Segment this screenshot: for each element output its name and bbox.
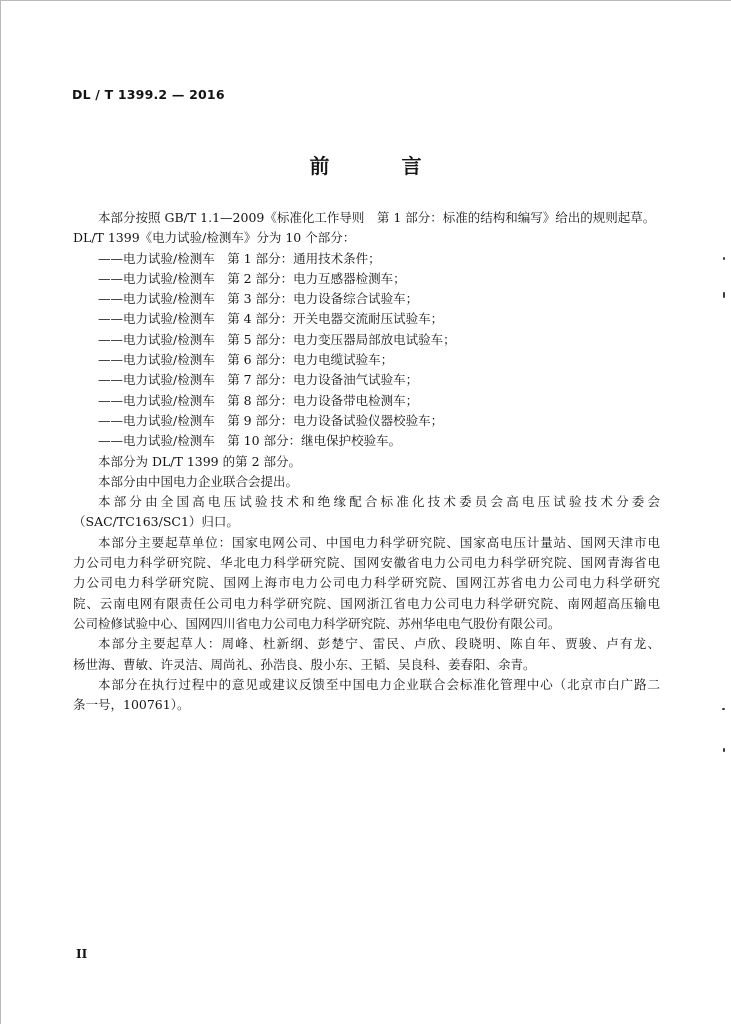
centralized-paragraph-line: （SAC/TC163/SC1）归口。 xyxy=(73,514,239,530)
feedback-line: 条一号，100761）。 xyxy=(73,697,190,713)
drafters-line: 本部分主要起草人：周峰、杜新纲、彭楚宁、雷民、卢欣、段晓明、陈自年、贾骏、卢有龙、 xyxy=(98,636,660,652)
scan-speck xyxy=(723,748,725,752)
intro-paragraph: 本部分按照 GB/T 1.1—2009《标准化工作导则 第 1 部分：标准的结构和编写》给出的规则起草。 xyxy=(98,210,656,225)
centralized-paragraph-line: 本部分由全国高电压试验技术和绝缘配合标准化技术委员会高电压试验技术分委会 xyxy=(98,494,660,510)
foreword-body xyxy=(73,208,660,715)
list-item: ——电力试验/检测车 第 9 部分：电力设备试验仪器校验车； xyxy=(98,412,444,428)
drafters-line: 杨世海、曹敏、许灵洁、周尚礼、孙浩良、殷小东、王韬、吴良科、姜春阳、余青。 xyxy=(73,656,536,672)
list-item: ——电力试验/检测车 第 7 部分：电力设备油气试验车； xyxy=(98,372,419,388)
list-item: ——电力试验/检测车 第 5 部分：电力变压器局部放电试验车； xyxy=(98,331,456,347)
part-of-paragraph: 本部分为 DL/T 1399 的第 2 部分。 xyxy=(98,453,302,469)
page-border-top xyxy=(0,0,731,1)
list-item: ——电力试验/检测车 第 6 部分：电力电缆试验车； xyxy=(98,352,394,368)
drafting-units-line: 力公司电力科学研究院、国网上海市电力公司电力科学研究院、国网江苏省电力公司电力科学研究 xyxy=(73,575,660,591)
page-number: II xyxy=(76,947,88,961)
document-code: DL / T 1399.2 — 2016 xyxy=(72,87,225,102)
list-item: ——电力试验/检测车 第 2 部分：电力互感器检测车； xyxy=(98,270,406,286)
list-item: ——电力试验/检测车 第 1 部分：通用技术条件； xyxy=(98,250,381,266)
list-item: ——电力试验/检测车 第 3 部分：电力设备综合试验车； xyxy=(98,291,419,307)
drafting-units-line: 力公司电力科学研究院、华北电力科学研究院、国网安徽省电力公司电力科学研究院、国网青海省电 xyxy=(73,555,660,571)
feedback-line: 本部分在执行过程中的意见或建议反馈至中国电力企业联合会标准化管理中心（北京市白广路二 xyxy=(98,676,660,692)
list-item: ——电力试验/检测车 第 10 部分：继电保护校验车。 xyxy=(98,433,402,449)
list-item: ——电力试验/检测车 第 4 部分：开关电器交流耐压试验车； xyxy=(98,311,444,327)
series-intro-paragraph: DL/T 1399《电力试验/检测车》分为 10 个部分： xyxy=(73,230,356,246)
drafting-units-line: 本部分主要起草单位：国家电网公司、中国电力科学研究院、国家高电压计量站、国网天津市电 xyxy=(98,534,660,550)
scan-speck xyxy=(723,292,725,298)
page-title: 前 言 xyxy=(309,154,448,178)
list-item: ——电力试验/检测车 第 8 部分：电力设备带电检测车； xyxy=(98,392,419,408)
parts-list xyxy=(73,249,660,452)
scan-speck xyxy=(723,257,725,260)
scan-speck xyxy=(722,708,725,710)
drafting-units-line: 公司检修试验中心、国网四川省电力公司电力科学研究院、苏州华电电气股份有限公司。 xyxy=(73,615,561,631)
drafting-units-line: 院、云南电网有限责任公司电力科学研究院、国网浙江省电力公司电力科学研究院、南网超高压输电 xyxy=(73,595,660,611)
proposed-by-paragraph: 本部分由中国电力企业联合会提出。 xyxy=(98,473,299,489)
